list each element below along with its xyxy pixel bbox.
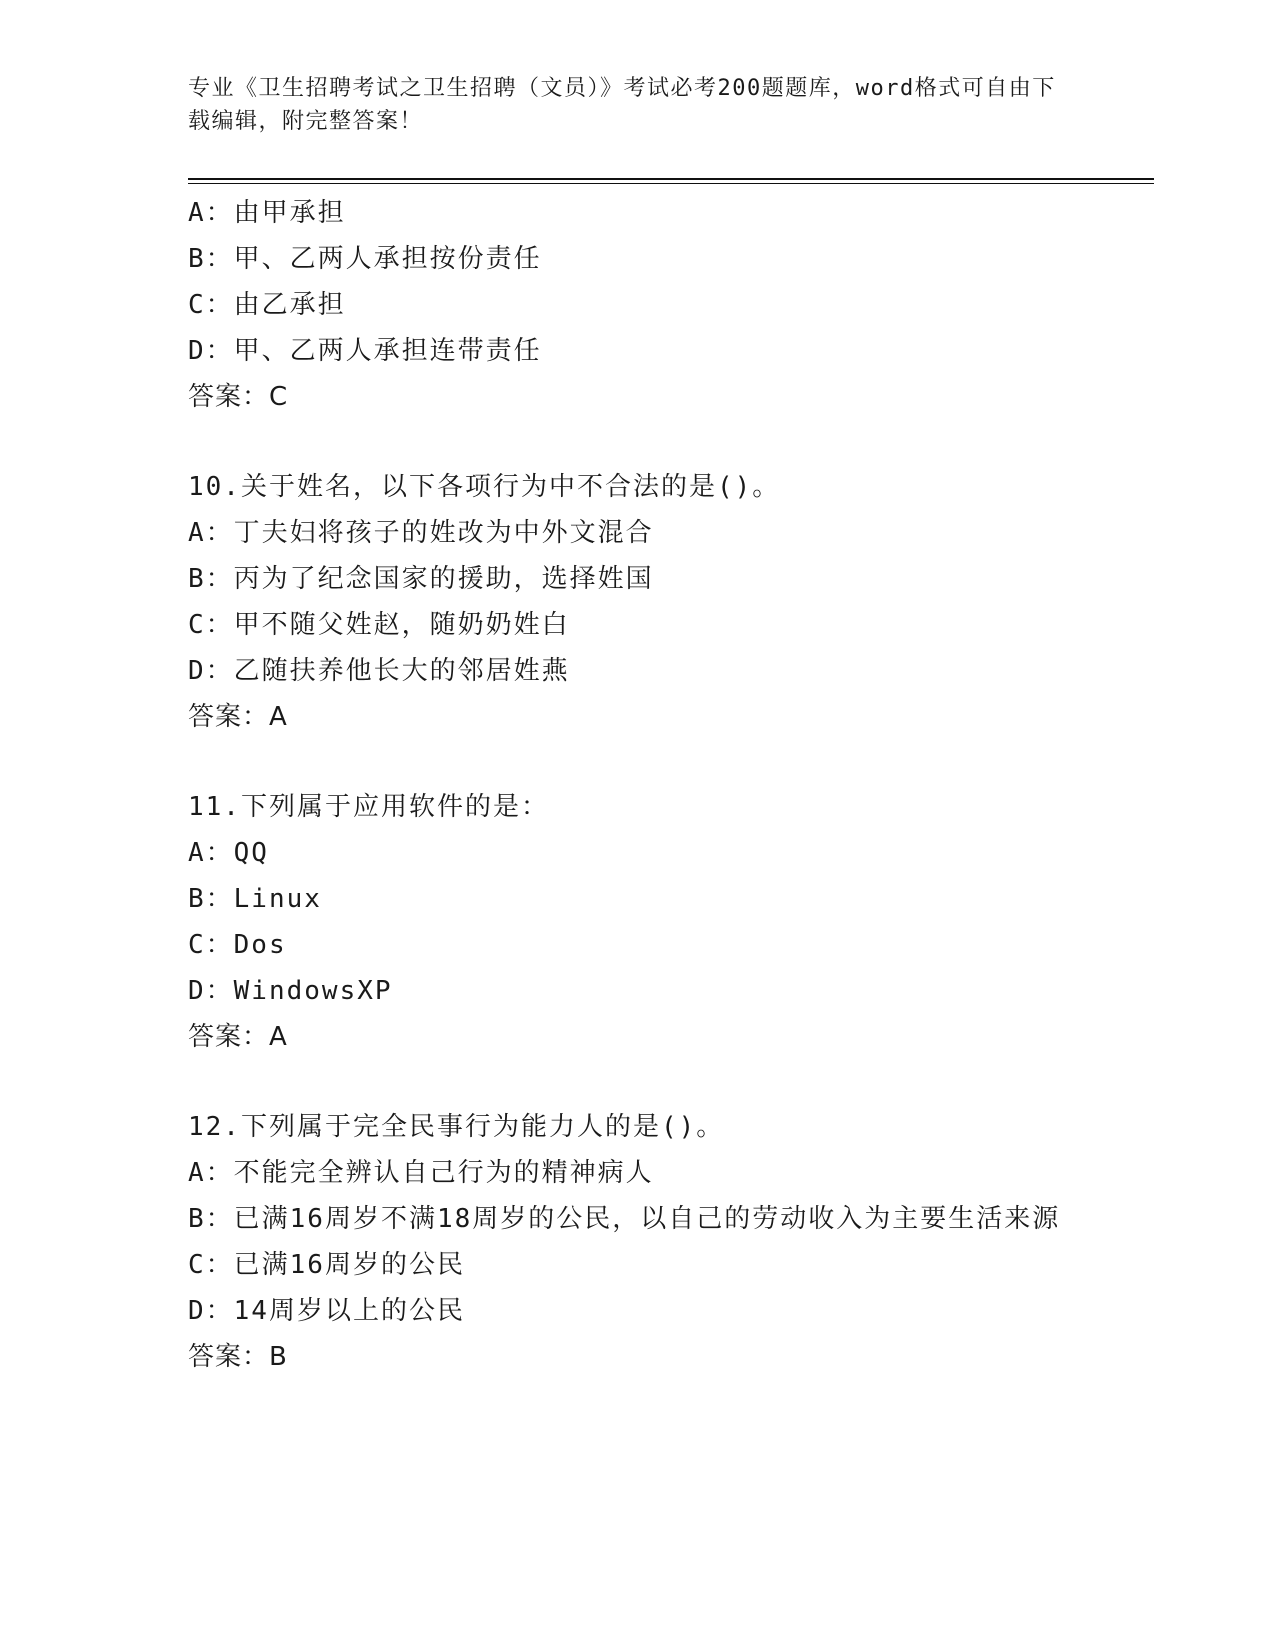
option-c: C：Dos [188, 930, 287, 960]
answer-line: 答案：B [188, 1342, 288, 1372]
option-c: C：由乙承担 [188, 290, 346, 320]
option-b: B：已满16周岁不满18周岁的公民，以自己的劳动收入为主要生活来源 [188, 1204, 1061, 1234]
option-a: A：丁夫妇将孩子的姓改为中外文混合 [188, 518, 654, 548]
header-rule-thin [188, 183, 1154, 184]
question-text: 12.下列属于完全民事行为能力人的是()。 [188, 1112, 725, 1142]
option-b: B：Linux [188, 884, 322, 914]
option-c: C：甲不随父姓赵，随奶奶姓白 [188, 610, 570, 640]
option-d: D：乙随扶养他长大的邻居姓燕 [188, 656, 570, 686]
option-b: B：丙为了纪念国家的援助，选择姓国 [188, 564, 654, 594]
document-header: 专业《卫生招聘考试之卫生招聘（文员）》考试必考200题题库，word格式可自由下载编辑，附完整答案！ [188, 76, 1056, 134]
question-block-9 [188, 190, 1088, 420]
option-a: A：QQ [188, 838, 269, 868]
answer-line: 答案：A [188, 702, 288, 732]
question-block-12 [188, 1104, 1088, 1380]
option-d: D：WindowsXP [188, 976, 393, 1006]
option-d: D：14周岁以上的公民 [188, 1296, 465, 1326]
answer-line: 答案：A [188, 1022, 288, 1052]
question-text: 11.下列属于应用软件的是： [188, 792, 549, 822]
question-text: 10.关于姓名，以下各项行为中不合法的是()。 [188, 472, 781, 502]
spacer [188, 740, 1088, 784]
option-d: D：甲、乙两人承担连带责任 [188, 336, 542, 366]
header-rule-thick [188, 178, 1154, 180]
question-block-11 [188, 784, 1088, 1060]
option-b: B：甲、乙两人承担按份责任 [188, 244, 542, 274]
option-a: A：由甲承担 [188, 198, 346, 228]
option-a: A：不能完全辨认自己行为的精神病人 [188, 1158, 654, 1188]
spacer [188, 420, 1088, 464]
question-block-10 [188, 464, 1088, 740]
answer-line: 答案：C [188, 382, 289, 412]
question-list [188, 190, 1088, 1380]
option-c: C：已满16周岁的公民 [188, 1250, 465, 1280]
spacer [188, 1060, 1088, 1104]
